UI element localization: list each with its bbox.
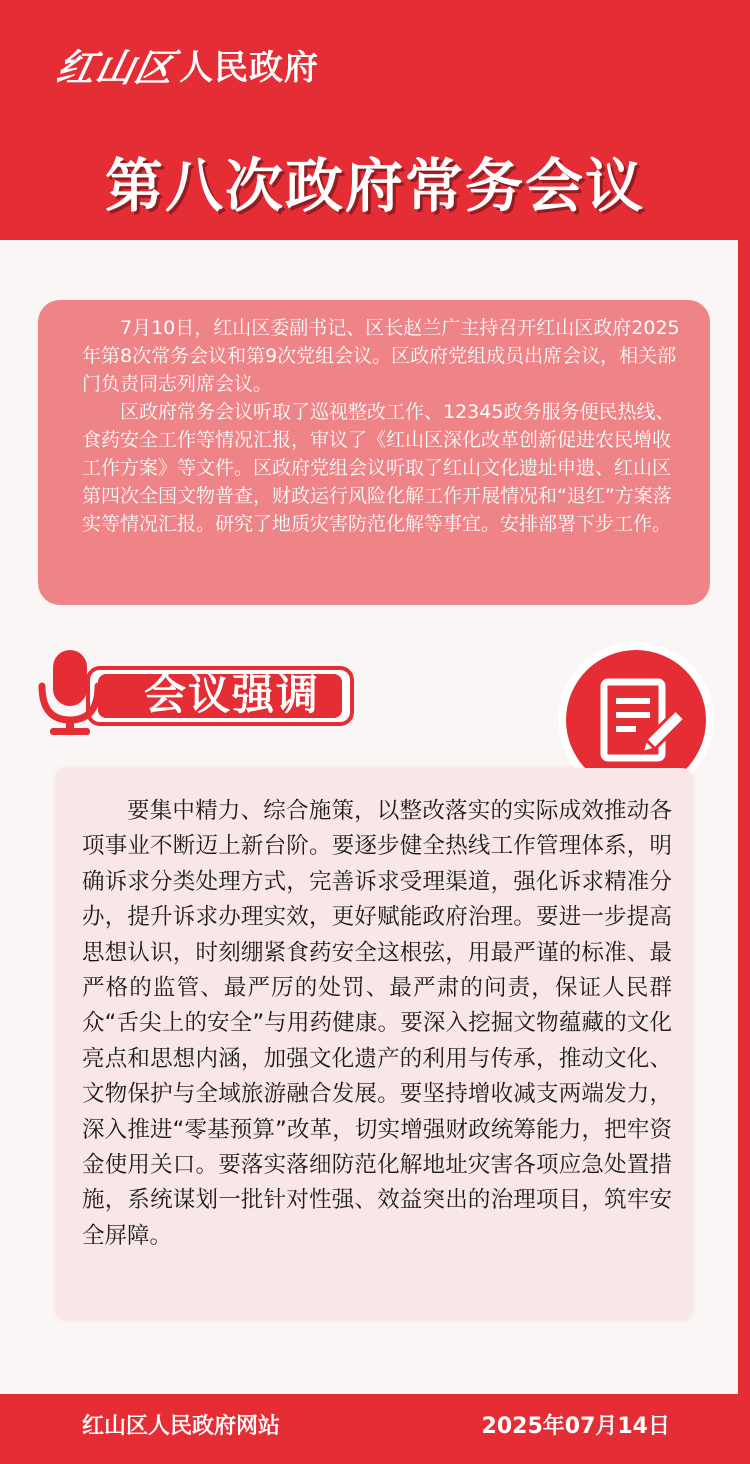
section-badge xyxy=(36,648,321,736)
government-logo xyxy=(52,40,320,90)
emphasis-paragraph: 要集中精力、综合施策，以整改落实的实际成效推动各项事业不断迈上新台阶。要逐步健全热线工作管理体系，明确诉求分类处理方式，完善诉求受理渠道，强化诉求精准分办，提升诉求办理实效，更好赋能政府治理。要进一步提高思想认识，时刻绷紧食药安全这根弦，用最严谨的标准、最严格的监管、最严厉的处罚、最严肃的问责，保证人民群众“舌尖上的安全”与用药健康。要深入挖掘文物蕴藏的文化亮点和思想内涵，加强文化遗产的利用与传承，推动文化、文物保护与全域旅游融合发展。要坚持增收减支两端发力，深入推进“零基预算”改革，切实增强财政统筹能力，把牢资金使用关口。要落实落细防范化解地址灾害各项应急处置措施，系统谋划一批针对性强、效益突出的治理项目，筑牢安全屏障。 xyxy=(82,798,672,1249)
header-banner xyxy=(0,0,750,240)
summary-paragraph-1: 7月10日，红山区委副书记、区长赵兰广主持召开红山区政府2025年第8次常务会议和第9次党组会议。区政府党组成员出席会议，相关部门负责同志列席会议。 xyxy=(82,317,680,395)
footer-bar xyxy=(0,1394,750,1464)
right-border-strip xyxy=(738,240,750,1394)
page-title: 第八次政府常务会议 xyxy=(104,152,645,220)
footer-date: 2025年07月14日 xyxy=(481,1414,670,1439)
footer-site-name: 红山区人民政府网站 xyxy=(82,1414,281,1439)
emphasis-content-box xyxy=(56,768,692,1320)
logo-script-text: 红山区 xyxy=(52,44,180,90)
summary-paragraph-2: 区政府常务会议听取了巡视整改工作、12345政务服务便民热线、食药安全工作等情况汇报，审议了《红山区深化改革创新促进农民增收工作方案》等文件。区政府党组会议听取了红山文化遗址申遗、红山区第四次全国文物普查，财政运行风险化解工作开展情况和“退红”方案落实等情况汇报。研究了地质灾害防范化解等事宜。安排部署下步工作。 xyxy=(82,401,675,535)
microphone-icon xyxy=(36,648,126,736)
logo-text: 人民政府 xyxy=(179,47,320,88)
summary-box xyxy=(38,300,710,605)
section-badge-label: 会议强调 xyxy=(144,670,321,719)
